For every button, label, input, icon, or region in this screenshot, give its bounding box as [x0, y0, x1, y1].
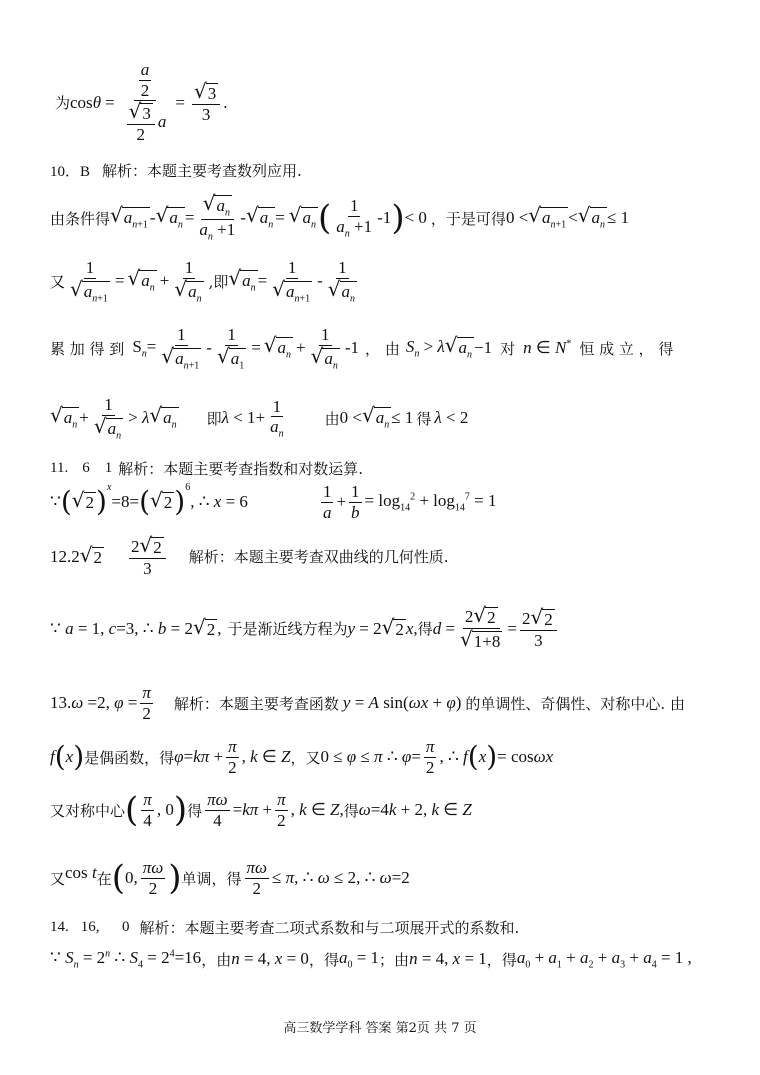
- question-text: 的单调性、奇偶性、对称中心. 由: [465, 694, 685, 713]
- line-13b: 又对称中心 ( $\frac{\pi}{4}$ , 0 ) 得 $\frac{\pi\omega}{4}$ =kπ + $\frac{\pi}{2}$ , k ∈ Z, 得 ω=4k + 2, k ∈ Z: [50, 790, 472, 831]
- line-10c: 累 加 得 到 $S_n=$ 1 √ $a_{n+1}$ - 1 √ $a_1$ = √ $a_n$ + 1 √ $a_n$ -1 ， 由 $S_n > \lambda$ √ $a_n$ −1 对 n ∈ N* 恒 成 立 ， 得: [50, 325, 674, 371]
- line-14: ∵ $S_n = 2^n$ ∴ $S_4 = 2^4=16$ ，由 n = 4, x = 0 ，得 $a_0 = 1$ ；由 n = 4, x = 1 ，得 $a_0 + a_1 + a_2 + a_3 + a_4 = 1$ ,: [50, 948, 692, 971]
- text: 即: [206, 409, 222, 428]
- question-text: 解析：本题主要考查指数和对数运算.: [118, 460, 363, 478]
- question-number: 14.: [50, 919, 69, 935]
- text: 于是渐近线方程为: [227, 620, 348, 639]
- text: 是偶函数，得: [84, 748, 175, 767]
- text: 恒 成 立 ， 得: [579, 339, 674, 358]
- text: 对: [500, 339, 516, 358]
- text: 单调，得: [181, 869, 242, 888]
- text: ，于是可得: [430, 209, 506, 228]
- line-13a: f ( x ) 是偶函数，得 φ=kπ + $\frac{\pi}{2}$ , k ∈ Z ，又 0 ≤ φ ≤ π ∴ φ= $\frac{\pi}{2}$ , ∴ f ( x ) = cosωx: [50, 737, 554, 777]
- text: 又: [50, 272, 66, 291]
- text: 由: [324, 409, 340, 428]
- text: .: [223, 92, 228, 112]
- question-number: 11.: [50, 460, 69, 476]
- line-10b: 又 1 √ $a_{n+1}$ = √ $a_n$ + 1 √ $a_n$ ,即 √ $a_n$ = 1 √ $a_{n+1}$ - 1 √ $a_n$: [50, 258, 356, 304]
- text: ，又: [290, 748, 321, 767]
- text: a: [140, 60, 150, 79]
- text: 又对称中心: [50, 801, 126, 820]
- q12-heading: 12. 2 √ 2 2 √ 2 3 解析：本题主要考查双曲线的几何性质.: [50, 533, 449, 579]
- text: 又: [50, 869, 66, 888]
- answer: 6 1: [82, 460, 113, 476]
- text: 由条件得: [50, 209, 111, 228]
- text: ，得: [486, 950, 517, 969]
- text: θ: [92, 92, 102, 112]
- text: ；由: [379, 950, 410, 969]
- line-cos-theta: 为 cos θ = $\frac{a}{2}$ √ 3 2 a = √ 3 3 .: [55, 60, 228, 145]
- fraction: $\frac{a}{2}$ √ 3 2 a: [128, 60, 167, 145]
- text: ,即: [208, 272, 229, 291]
- text: 3: [201, 104, 211, 124]
- text: a: [157, 111, 167, 131]
- q11-heading: [50, 458, 363, 479]
- text: =: [105, 92, 115, 112]
- question-number: 12.: [50, 546, 72, 566]
- q14-heading: [50, 917, 519, 938]
- text: 累 加 得 到: [50, 339, 125, 358]
- line-13c: 又 cos t 在 ( 0, $\frac{\pi\omega}{2}$ ) 单调，得 $\frac{\pi\omega}{2}$ ≤ π, ∴ ω ≤ 2, ∴ ω=2: [50, 858, 410, 899]
- line-10a: 由条件得 √ $a_{n+1}$ - √ $a_n$ = √ $a_n$ $a_n +1$ - √ $a_n$ = √ $a_n$ ( $\frac{1}{a_n +1}$ -1 ) < 0 ，于是可得 0 < √ $a_{n+1}$ < √ $a_n$ ≤ 1: [50, 191, 630, 243]
- text: 得: [416, 409, 432, 428]
- question-text: 解析：本题主要考查二项式系数和与二项展开式的系数和.: [139, 919, 520, 937]
- text: 得: [343, 801, 359, 820]
- answer: 16, 0: [80, 919, 130, 935]
- text: ，由: [201, 950, 232, 969]
- text: ， 由: [365, 339, 400, 358]
- line-11: ∵ ( √ 2 ) $^x$ =8= ( √ 2 ) $^6$ , ∴ x = 6 $\frac{1}{a}$ + $\frac{1}{b}$ = $\log_{14}^2 + \log_{14}^7 = 1$: [50, 482, 497, 522]
- text: 3: [207, 83, 217, 103]
- question-text: 解析：本题主要考查数列应用.: [102, 162, 302, 180]
- text: 3: [142, 104, 151, 124]
- page-footer: 高三数学学科 答案 第2页 共 7 页: [283, 1021, 477, 1036]
- question-number: 10．B: [50, 164, 91, 180]
- question-text: 解析：本题主要考查函数: [173, 694, 339, 713]
- text: 在: [96, 869, 112, 888]
- line-12: ∵ a = 1, c=3, ∴ b = 2 √ 2 , 于是渐近线方程为 y = 2 √ 2 x, 得 d = 2 √ 2 √ 1+8 = 2 √ 2 3: [50, 605, 560, 653]
- q10-heading: [50, 160, 302, 181]
- question-text: 解析：本题主要考查双曲线的几何性质.: [188, 548, 449, 567]
- line-10d: √ $a_n$ + 1 √ $a_n$ > λ √ $a_n$ 即 λ < 1+ $\frac{1}{a_n}$ 由 0 < √ $a_n$ ≤ 1 得 λ < 2: [50, 395, 469, 441]
- text: 得: [187, 801, 203, 820]
- text: cos: [70, 92, 93, 112]
- text: 得: [417, 620, 433, 639]
- question-number: 13.: [50, 693, 72, 713]
- q13-heading: 13. ω =2, φ = $\frac{\pi}{2}$ 解析：本题主要考查函数 y = A sin(ωx + φ) 的单调性、奇偶性、对称中心. 由: [50, 683, 685, 723]
- text: 2: [140, 80, 150, 100]
- text: 为: [55, 94, 71, 113]
- text: ，得: [308, 950, 339, 969]
